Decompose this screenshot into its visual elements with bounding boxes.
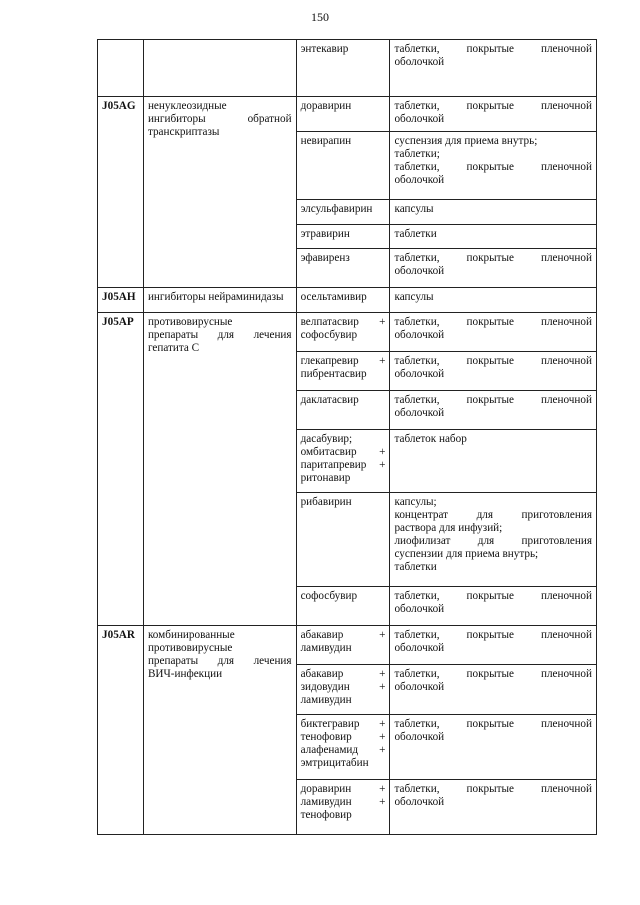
dosage-form-line [394, 100, 592, 113]
dosage-form-line [394, 783, 592, 796]
dosage-form-line-word: таблетки, [394, 668, 440, 680]
group-line-word: ВИЧ-инфекции [147, 668, 223, 680]
dosage-form-line-word: приготовления [521, 509, 592, 521]
dosage-form-line [394, 522, 592, 535]
plus-sign: + [379, 316, 386, 328]
group-line [148, 126, 292, 139]
table-row [98, 626, 597, 665]
dosage-form-line-word: оболочкой [394, 731, 445, 743]
drug-name-cell [296, 288, 390, 313]
drug-name: омбитасвир [300, 446, 357, 458]
drug-name-line [301, 642, 386, 655]
dosage-form-line-word: оболочкой [394, 113, 445, 125]
drug-name-line [301, 43, 386, 56]
drug-name-line [301, 316, 386, 329]
dosage-form-line-word: для [476, 509, 493, 521]
dosage-form-line [394, 603, 592, 616]
dosage-form-line [394, 43, 592, 56]
dosage-form-line-word: пленочной [540, 43, 592, 55]
drug-name-line [301, 100, 386, 113]
group-line-word: для [217, 655, 235, 667]
page-number: 150 [311, 10, 329, 24]
drug-name-cell [296, 132, 390, 200]
dosage-form-line [394, 368, 592, 381]
dosage-form-line [394, 135, 592, 148]
dosage-form-line-word: таблетки, [394, 629, 440, 641]
dosage-form-line-word: пленочной [540, 100, 592, 112]
plus-sign: + [379, 355, 386, 367]
drug-name: этравирин [300, 228, 350, 240]
dosage-form-line-word: пленочной [540, 394, 592, 406]
group-line-word: лечения [253, 329, 292, 341]
drug-name: пибрентасвир [300, 368, 367, 380]
dosage-form-line [394, 291, 592, 304]
drug-name: ритонавир [300, 472, 351, 484]
dosage-form-line [394, 113, 592, 126]
dosage-form-line-word: оболочкой [394, 368, 445, 380]
dosage-form-cell [390, 493, 597, 587]
dosage-form-line [394, 548, 592, 561]
drug-name-line [301, 809, 386, 822]
dosage-form-cell [390, 249, 597, 288]
drug-name: эмтрицитабин [300, 757, 369, 769]
drug-name-cell [296, 715, 390, 780]
drug-name-line [301, 355, 386, 368]
dosage-form-line [394, 642, 592, 655]
dosage-form-line-word: раствора для инфузий; [394, 522, 503, 534]
group-cell [143, 97, 296, 288]
drug-name-line [301, 744, 386, 757]
dosage-form-line-word: таблетки, [394, 316, 440, 328]
dosage-form-line-word: покрытые [466, 718, 514, 730]
drug-name: алафенамид [300, 744, 359, 756]
dosage-form-line-word: оболочкой [394, 174, 445, 186]
dosage-form-line [394, 509, 592, 522]
dosage-form-line [394, 796, 592, 809]
dosage-form-line-word: капсулы [394, 291, 434, 303]
dosage-form-line [394, 668, 592, 681]
dosage-form-line [394, 56, 592, 69]
dosage-form-cell [390, 715, 597, 780]
drug-name-cell [296, 352, 390, 391]
dosage-form-line-word: пленочной [540, 590, 592, 602]
dosage-form-line-word: таблетки, [394, 161, 440, 173]
dosage-form-line [394, 496, 592, 509]
dosage-form-line-word: таблетки, [394, 355, 440, 367]
dosage-form-line [394, 265, 592, 278]
drug-name-line [301, 446, 386, 459]
group-cell [143, 313, 296, 626]
dosage-form-line [394, 731, 592, 744]
drug-name: абакавир [300, 668, 344, 680]
plus-sign: + [379, 446, 386, 458]
dosage-form-line-word: оболочкой [394, 265, 445, 277]
dosage-form-line [394, 681, 592, 694]
group-line-word: транскриптазы [147, 126, 220, 138]
dosage-form-line [394, 228, 592, 241]
plus-sign: + [379, 629, 386, 641]
dosage-form-line [394, 718, 592, 731]
group-line [148, 291, 292, 304]
dosage-form-cell [390, 352, 597, 391]
drug-name: рибавирин [300, 496, 352, 508]
atc-code-cell: J05AG [98, 97, 144, 288]
dosage-form-line-word: оболочкой [394, 603, 445, 615]
dosage-form-cell [390, 132, 597, 200]
plus-sign: + [379, 731, 386, 743]
drug-name: тенофовир [300, 731, 352, 743]
drug-name-cell [296, 313, 390, 352]
drug-name: абакавир [300, 629, 344, 641]
dosage-form-line [394, 433, 592, 446]
drug-name-line [301, 203, 386, 216]
dosage-form-line-word: покрытые [466, 394, 514, 406]
drug-name-cell [296, 97, 390, 132]
drug-name-line [301, 629, 386, 642]
drug-name: софосбувир [300, 329, 358, 341]
table-row [98, 288, 597, 313]
plus-sign: + [379, 668, 386, 680]
dosage-form-line-word: приготовления [521, 535, 592, 547]
drug-name-cell [296, 587, 390, 626]
drug-name-line [301, 496, 386, 509]
drug-name-line [301, 433, 386, 446]
dosage-form-line-word: таблетки, [394, 718, 440, 730]
group-cell [143, 40, 296, 97]
drug-name: элсульфавирин [300, 203, 373, 215]
dosage-form-line-word: оболочкой [394, 642, 445, 654]
dosage-form-line [394, 407, 592, 420]
group-line-word: обратной [247, 113, 292, 125]
dosage-form-line-word: покрытые [466, 316, 514, 328]
dosage-form-cell [390, 288, 597, 313]
dosage-form-line-word: покрытые [466, 668, 514, 680]
group-line [148, 655, 292, 668]
dosage-form-cell [390, 391, 597, 430]
dosage-form-line-word: пленочной [540, 355, 592, 367]
dosage-form-line [394, 148, 592, 161]
drug-name-cell [296, 665, 390, 715]
drug-name-line [301, 783, 386, 796]
group-line [148, 113, 292, 126]
dosage-form-line-word: пленочной [540, 668, 592, 680]
dosage-form-cell [390, 97, 597, 132]
dosage-form-line-word: суспензия для приема внутрь; [394, 135, 538, 147]
group-line [148, 316, 292, 329]
drug-name: доравирин [300, 100, 352, 112]
drug-name: ламивудин [300, 642, 352, 654]
dosage-form-line-word: таблеток набор [394, 433, 467, 445]
drug-name-line [301, 252, 386, 265]
drug-name: осельтамивир [300, 291, 367, 303]
table-row [98, 313, 597, 352]
group-line-word: для [217, 329, 235, 341]
dosage-form-line-word: пленочной [540, 161, 592, 173]
dosage-form-line-word: покрытые [466, 43, 514, 55]
dosage-form-cell [390, 200, 597, 225]
drug-name: невирапин [300, 135, 352, 147]
dosage-form-cell [390, 780, 597, 835]
drug-name: даклатасвир [300, 394, 359, 406]
group-line [148, 668, 292, 681]
drug-name-cell [296, 493, 390, 587]
group-line [148, 342, 292, 355]
drug-name-line [301, 291, 386, 304]
drug-name-line [301, 590, 386, 603]
table-row [98, 40, 597, 97]
plus-sign: + [379, 796, 386, 808]
group-line [148, 329, 292, 342]
dosage-form-cell [390, 626, 597, 665]
drug-name-line [301, 718, 386, 731]
dosage-form-line-word: лиофилизат [394, 535, 451, 547]
group-line-word: гепатита С [147, 342, 200, 354]
drug-name: зидовудин [300, 681, 350, 693]
dosage-form-line-word: покрытые [466, 783, 514, 795]
atc-code-cell: J05AR [98, 626, 144, 835]
atc-code-cell: J05AH [98, 288, 144, 313]
dosage-form-line-word: пленочной [540, 783, 592, 795]
drug-name: глекапревир [300, 355, 359, 367]
group-line-word: ненуклеозидные [147, 100, 227, 112]
dosage-form-line-word: оболочкой [394, 56, 445, 68]
drug-name-cell [296, 391, 390, 430]
plus-sign: + [379, 681, 386, 693]
dosage-form-line-word: покрытые [466, 161, 514, 173]
plus-sign: + [379, 783, 386, 795]
dosage-form-line-word: таблетки [394, 561, 437, 573]
drug-name: дасабувир; [300, 433, 353, 445]
plus-sign: + [379, 744, 386, 756]
group-cell [143, 626, 296, 835]
drug-name-cell [296, 249, 390, 288]
dosage-form-line-word: оболочкой [394, 329, 445, 341]
drug-name-line [301, 228, 386, 241]
dosage-form-line-word: пленочной [540, 252, 592, 264]
drug-name-cell [296, 200, 390, 225]
dosage-form-line-word: концентрат [394, 509, 449, 521]
dosage-form-line [394, 174, 592, 187]
drug-name: ламивудин [300, 796, 352, 808]
dosage-form-line [394, 252, 592, 265]
drug-name: тенофовир [300, 809, 352, 821]
group-line [148, 629, 292, 642]
dosage-form-line-word: таблетки, [394, 252, 440, 264]
drug-name-line [301, 757, 386, 770]
dosage-form-line [394, 203, 592, 216]
drug-name-line [301, 668, 386, 681]
group-line-word: противовирусные [147, 642, 233, 654]
group-line-word: препараты [147, 655, 199, 667]
dosage-form-line-word: оболочкой [394, 681, 445, 693]
group-line-word: комбинированные [147, 629, 235, 641]
dosage-form-line-word: покрытые [466, 629, 514, 641]
dosage-form-line-word: таблетки, [394, 590, 440, 602]
group-line-word: ингибиторы [147, 113, 206, 125]
drug-table-body [98, 40, 597, 835]
group-line-word: ингибиторы нейраминидазы [147, 291, 284, 303]
dosage-form-cell [390, 225, 597, 249]
dosage-form-line-word: таблетки, [394, 783, 440, 795]
dosage-form-line-word: покрытые [466, 100, 514, 112]
drug-table [97, 39, 597, 835]
dosage-form-line [394, 629, 592, 642]
drug-name-line [301, 368, 386, 381]
drug-name-line [301, 731, 386, 744]
drug-name-cell [296, 780, 390, 835]
dosage-form-line-word: суспензии для приема внутрь; [394, 548, 539, 560]
drug-name: ламивудин [300, 694, 352, 706]
dosage-form-line-word: таблетки, [394, 394, 440, 406]
drug-name: энтекавир [300, 43, 349, 55]
drug-name-line [301, 394, 386, 407]
plus-sign: + [379, 459, 386, 471]
group-line-word: препараты [147, 329, 199, 341]
dosage-form-cell [390, 587, 597, 626]
dosage-form-line-word: покрытые [466, 252, 514, 264]
drug-name-cell [296, 430, 390, 493]
dosage-form-cell [390, 313, 597, 352]
dosage-form-line-word: оболочкой [394, 796, 445, 808]
atc-code-cell [98, 40, 144, 97]
dosage-form-line [394, 161, 592, 174]
dosage-form-line [394, 394, 592, 407]
drug-name-cell [296, 225, 390, 249]
drug-name: паритапревир [300, 459, 367, 471]
drug-name-line [301, 681, 386, 694]
dosage-form-line-word: пленочной [540, 718, 592, 730]
dosage-form-line [394, 316, 592, 329]
table-row [98, 97, 597, 132]
atc-code-cell: J05AP [98, 313, 144, 626]
drug-name-line [301, 796, 386, 809]
group-line [148, 642, 292, 655]
drug-name-line [301, 459, 386, 472]
dosage-form-line-word: таблетки; [394, 148, 440, 160]
dosage-form-line [394, 590, 592, 603]
dosage-form-line [394, 535, 592, 548]
dosage-form-line [394, 561, 592, 574]
drug-name-line [301, 694, 386, 707]
dosage-form-line-word: оболочкой [394, 407, 445, 419]
dosage-form-line [394, 355, 592, 368]
dosage-form-line-word: таблетки, [394, 43, 440, 55]
dosage-form-line-word: капсулы; [394, 496, 437, 508]
dosage-form-line [394, 329, 592, 342]
drug-name: доравирин [300, 783, 352, 795]
dosage-form-line-word: пленочной [540, 316, 592, 328]
dosage-form-cell [390, 665, 597, 715]
plus-sign: + [379, 718, 386, 730]
dosage-form-line-word: покрытые [466, 355, 514, 367]
drug-name-line [301, 472, 386, 485]
dosage-form-line-word: для [477, 535, 495, 547]
drug-name: эфавиренз [300, 252, 350, 264]
dosage-form-line-word: таблетки, [394, 100, 440, 112]
dosage-form-line-word: покрытые [466, 590, 514, 602]
dosage-form-cell [390, 40, 597, 97]
dosage-form-line-word: таблетки [394, 228, 437, 240]
dosage-form-line-word: пленочной [540, 629, 592, 641]
group-cell [143, 288, 296, 313]
dosage-form-cell [390, 430, 597, 493]
group-line-word: противовирусные [147, 316, 233, 328]
dosage-form-line-word: капсулы [394, 203, 434, 215]
drug-name-line [301, 135, 386, 148]
group-line [148, 100, 292, 113]
drug-name-line [301, 329, 386, 342]
drug-name-cell [296, 626, 390, 665]
drug-name-cell [296, 40, 390, 97]
drug-name: биктегравир [300, 718, 360, 730]
group-line-word: лечения [253, 655, 292, 667]
drug-name: софосбувир [300, 590, 358, 602]
drug-name: велпатасвир [300, 316, 359, 328]
